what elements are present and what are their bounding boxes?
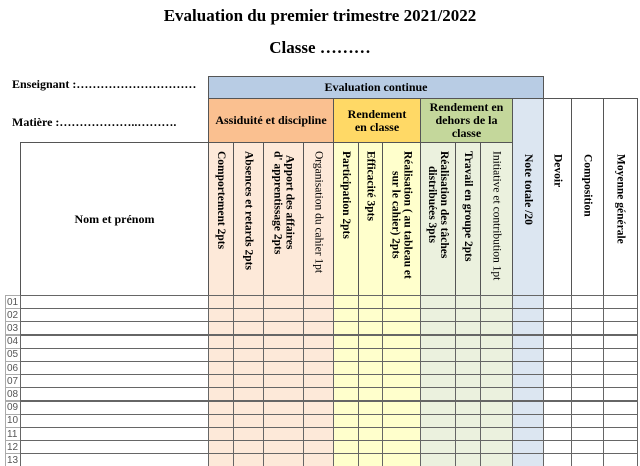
grade-cell[interactable]	[420, 308, 456, 322]
grade-cell[interactable]	[382, 453, 421, 466]
column-header-label: Absences et retards 2pts	[242, 151, 255, 270]
grade-cell[interactable]	[571, 414, 604, 428]
grade-cell[interactable]	[303, 401, 334, 415]
grade-cell[interactable]	[358, 308, 383, 322]
grade-cell[interactable]	[571, 440, 604, 454]
grade-cell[interactable]	[603, 427, 638, 441]
row-number: 11	[5, 427, 21, 441]
grade-cell[interactable]	[382, 348, 421, 362]
grade-cell[interactable]	[263, 401, 304, 415]
name-cell[interactable]	[20, 414, 209, 428]
column-header-label: Devoir	[551, 154, 564, 188]
grade-cell[interactable]	[420, 453, 456, 466]
name-cell[interactable]	[20, 361, 209, 375]
grade-cell[interactable]	[208, 453, 234, 466]
grade-cell[interactable]	[263, 387, 304, 401]
grade-cell[interactable]	[571, 308, 604, 322]
grade-cell[interactable]	[382, 414, 421, 428]
grade-cell[interactable]	[512, 335, 544, 349]
grade-cell[interactable]	[512, 427, 544, 441]
grade-cell[interactable]	[263, 348, 304, 362]
name-cell[interactable]	[20, 387, 209, 401]
column-header-label: Moyenne générale	[614, 154, 627, 244]
grade-cell[interactable]	[512, 361, 544, 375]
grade-cell[interactable]	[420, 335, 456, 349]
grade-cell[interactable]	[233, 335, 264, 349]
grade-cell[interactable]	[263, 308, 304, 322]
grade-cell[interactable]	[480, 414, 513, 428]
grade-cell[interactable]	[480, 308, 513, 322]
column-header-label: Organisation du cahier 1pt	[312, 151, 325, 274]
column-header-label: Comportement 2pts	[215, 151, 227, 250]
name-cell[interactable]	[20, 374, 209, 388]
grade-cell[interactable]	[603, 401, 638, 415]
grade-cell[interactable]	[333, 414, 359, 428]
page-title: Evaluation du premier trimestre 2021/2022	[163, 6, 477, 25]
grade-cell[interactable]	[455, 295, 481, 309]
column-header	[333, 142, 359, 296]
row-number: 01	[5, 295, 21, 309]
grade-cell[interactable]	[382, 361, 421, 375]
grade-cell[interactable]	[480, 387, 513, 401]
grade-cell[interactable]	[420, 401, 456, 415]
row-number: 02	[5, 308, 21, 322]
grade-cell[interactable]	[420, 440, 456, 454]
grade-cell[interactable]	[233, 321, 264, 335]
grade-cell[interactable]	[263, 321, 304, 335]
grade-cell[interactable]	[233, 414, 264, 428]
grade-cell[interactable]	[358, 427, 383, 441]
group-rendement-classe: Rendement en classe	[333, 98, 421, 143]
grade-cell[interactable]	[208, 308, 234, 322]
grade-cell[interactable]	[263, 361, 304, 375]
column-header	[455, 142, 481, 296]
column-header-label: Note totale /20	[522, 154, 534, 225]
grade-cell[interactable]	[512, 387, 544, 401]
grade-cell[interactable]	[333, 387, 359, 401]
grade-cell[interactable]	[571, 401, 604, 415]
grade-cell[interactable]	[603, 321, 638, 335]
grade-cell[interactable]	[208, 427, 234, 441]
grade-cell[interactable]	[543, 374, 572, 388]
grade-cell[interactable]	[233, 387, 264, 401]
grade-cell[interactable]	[263, 335, 304, 349]
column-header	[358, 142, 383, 296]
name-cell[interactable]	[20, 308, 209, 322]
grade-cell[interactable]	[208, 321, 234, 335]
grade-cell[interactable]	[233, 453, 264, 466]
grade-cell[interactable]	[303, 348, 334, 362]
column-header-label: Efficacité 3pts	[364, 151, 377, 221]
column-header	[420, 142, 456, 296]
grade-cell[interactable]	[480, 295, 513, 309]
grade-cell[interactable]	[480, 361, 513, 375]
row-number: 06	[5, 361, 21, 375]
grade-cell[interactable]	[571, 295, 604, 309]
grade-cell[interactable]	[512, 348, 544, 362]
name-cell[interactable]	[20, 348, 209, 362]
column-header-label: Réalisation des tâches distribuées 3pts	[426, 151, 450, 259]
grade-cell[interactable]	[571, 321, 604, 335]
grade-cell[interactable]	[455, 401, 481, 415]
grade-cell[interactable]	[512, 295, 544, 309]
column-header-label: Initiative et contribution 1pt	[490, 151, 503, 281]
grade-cell[interactable]	[512, 308, 544, 322]
row-number: 04	[5, 335, 21, 349]
grade-cell[interactable]	[455, 361, 481, 375]
grade-cell[interactable]	[358, 440, 383, 454]
grade-cell[interactable]	[571, 374, 604, 388]
grade-cell[interactable]	[358, 374, 383, 388]
grade-cell[interactable]	[382, 440, 421, 454]
grade-cell[interactable]	[263, 427, 304, 441]
grade-cell[interactable]	[233, 361, 264, 375]
grade-cell[interactable]	[333, 335, 359, 349]
grade-cell[interactable]	[512, 321, 544, 335]
grade-cell[interactable]	[543, 361, 572, 375]
grade-cell[interactable]	[263, 414, 304, 428]
grade-cell[interactable]	[333, 361, 359, 375]
grade-cell[interactable]	[420, 321, 456, 335]
row-number: 08	[5, 387, 21, 401]
column-header-label: Réalisation ( au tableau et sur le cahier) 2pts	[389, 151, 414, 279]
grade-cell[interactable]	[303, 453, 334, 466]
row-number: 05	[5, 348, 21, 362]
grade-cell[interactable]	[603, 387, 638, 401]
grade-cell[interactable]	[333, 308, 359, 322]
column-header	[233, 142, 264, 296]
grade-cell[interactable]	[382, 321, 421, 335]
continuous-evaluation-header: Evaluation continue	[208, 76, 544, 99]
grade-cell[interactable]	[358, 387, 383, 401]
grade-cell[interactable]	[420, 295, 456, 309]
grade-cell[interactable]	[303, 387, 334, 401]
grade-cell[interactable]	[263, 440, 304, 454]
grade-cell[interactable]	[333, 348, 359, 362]
grade-cell[interactable]	[455, 308, 481, 322]
name-cell[interactable]	[20, 453, 209, 466]
grade-cell[interactable]	[358, 335, 383, 349]
grade-cell[interactable]	[303, 427, 334, 441]
grade-cell[interactable]	[603, 308, 638, 322]
row-number: 12	[5, 440, 21, 454]
name-column-header: Nom et prénom	[20, 142, 209, 296]
grade-cell[interactable]	[358, 401, 383, 415]
grade-cell[interactable]	[455, 453, 481, 466]
grade-cell[interactable]	[603, 414, 638, 428]
grade-cell[interactable]	[233, 427, 264, 441]
grade-cell[interactable]	[543, 453, 572, 466]
grade-cell[interactable]	[382, 427, 421, 441]
column-header-label: Travail en groupe 2pts	[462, 151, 474, 262]
grade-cell[interactable]	[455, 427, 481, 441]
grade-cell[interactable]	[303, 295, 334, 309]
grade-cell[interactable]	[382, 387, 421, 401]
grade-cell[interactable]	[333, 295, 359, 309]
grade-cell[interactable]	[543, 295, 572, 309]
grade-cell[interactable]	[233, 348, 264, 362]
grade-cell[interactable]	[358, 321, 383, 335]
grade-cell[interactable]	[543, 440, 572, 454]
row-number: 07	[5, 374, 21, 388]
grade-cell[interactable]	[543, 414, 572, 428]
grade-cell[interactable]	[263, 374, 304, 388]
grade-cell[interactable]	[571, 453, 604, 466]
row-number: 03	[5, 321, 21, 335]
name-cell[interactable]	[20, 295, 209, 309]
grade-cell[interactable]	[358, 348, 383, 362]
grade-cell[interactable]	[208, 374, 234, 388]
column-header-label: Participation 2pts	[340, 151, 352, 239]
grade-cell[interactable]	[480, 374, 513, 388]
grade-cell[interactable]	[603, 335, 638, 349]
grade-cell[interactable]	[208, 335, 234, 349]
name-cell[interactable]	[20, 335, 209, 349]
grade-cell[interactable]	[571, 348, 604, 362]
grade-cell[interactable]	[333, 427, 359, 441]
grade-cell[interactable]	[543, 427, 572, 441]
grade-cell[interactable]	[480, 335, 513, 349]
grade-cell[interactable]	[233, 401, 264, 415]
grade-cell[interactable]	[543, 401, 572, 415]
row-number: 09	[5, 401, 21, 415]
grade-cell[interactable]	[455, 414, 481, 428]
grade-cell[interactable]	[571, 335, 604, 349]
grade-cell[interactable]	[303, 374, 334, 388]
grade-cell[interactable]	[208, 295, 234, 309]
grade-cell[interactable]	[455, 374, 481, 388]
subject-field[interactable]: Matière :………………..……….	[12, 115, 177, 129]
grade-cell[interactable]	[382, 335, 421, 349]
grade-cell[interactable]	[208, 348, 234, 362]
column-header	[571, 98, 604, 296]
grade-cell[interactable]	[208, 387, 234, 401]
teacher-field[interactable]: Enseignant :…………………………	[12, 77, 197, 91]
grade-cell[interactable]	[333, 321, 359, 335]
grade-cell[interactable]	[358, 295, 383, 309]
column-header	[263, 142, 304, 296]
grade-cell[interactable]	[358, 361, 383, 375]
grade-cell[interactable]	[382, 295, 421, 309]
column-header	[382, 142, 421, 296]
grade-cell[interactable]	[480, 401, 513, 415]
grade-cell[interactable]	[420, 427, 456, 441]
row-number: 10	[5, 414, 21, 428]
grade-cell[interactable]	[303, 440, 334, 454]
grade-cell[interactable]	[382, 308, 421, 322]
column-header	[543, 98, 572, 296]
grade-cell[interactable]	[512, 374, 544, 388]
grade-cell[interactable]	[208, 440, 234, 454]
grade-cell[interactable]	[420, 414, 456, 428]
grade-cell[interactable]	[603, 361, 638, 375]
grade-cell[interactable]	[571, 427, 604, 441]
grade-cell[interactable]	[333, 374, 359, 388]
grade-cell[interactable]	[208, 401, 234, 415]
grade-cell[interactable]	[208, 361, 234, 375]
column-header	[208, 142, 234, 296]
name-cell[interactable]	[20, 427, 209, 441]
grade-cell[interactable]	[480, 427, 513, 441]
grade-cell[interactable]	[420, 348, 456, 362]
grade-cell[interactable]	[603, 295, 638, 309]
grade-cell[interactable]	[603, 348, 638, 362]
grade-cell[interactable]	[382, 374, 421, 388]
grade-cell[interactable]	[233, 308, 264, 322]
grade-cell[interactable]	[233, 440, 264, 454]
grade-cell[interactable]	[603, 453, 638, 466]
column-header	[480, 142, 513, 296]
grade-cell[interactable]	[333, 440, 359, 454]
grade-cell[interactable]	[480, 453, 513, 466]
grade-cell[interactable]	[420, 387, 456, 401]
grade-cell[interactable]	[233, 374, 264, 388]
grade-cell[interactable]	[571, 387, 604, 401]
group-assiduite: Assiduité et discipline	[208, 98, 334, 143]
grade-cell[interactable]	[543, 348, 572, 362]
grade-cell[interactable]	[455, 348, 481, 362]
grade-cell[interactable]	[420, 374, 456, 388]
grade-cell[interactable]	[303, 335, 334, 349]
grade-cell[interactable]	[263, 453, 304, 466]
grade-cell[interactable]	[455, 321, 481, 335]
column-header	[603, 98, 638, 296]
class-label: Classe ………	[269, 38, 371, 57]
grade-cell[interactable]	[333, 401, 359, 415]
row-number: 13	[5, 453, 21, 466]
grade-cell[interactable]	[208, 414, 234, 428]
grade-cell[interactable]	[480, 348, 513, 362]
column-header	[303, 142, 334, 296]
name-cell[interactable]	[20, 321, 209, 335]
grade-cell[interactable]	[303, 321, 334, 335]
grade-cell[interactable]	[382, 401, 421, 415]
column-header-label: Composition	[581, 154, 594, 217]
grade-cell[interactable]	[303, 308, 334, 322]
grade-cell[interactable]	[512, 401, 544, 415]
grade-cell[interactable]	[358, 453, 383, 466]
grade-cell[interactable]	[455, 387, 481, 401]
name-cell[interactable]	[20, 401, 209, 415]
grade-cell[interactable]	[512, 453, 544, 466]
grade-cell[interactable]	[455, 335, 481, 349]
grade-cell[interactable]	[333, 453, 359, 466]
grade-cell[interactable]	[571, 361, 604, 375]
grade-cell[interactable]	[303, 414, 334, 428]
grade-cell[interactable]	[263, 295, 304, 309]
grade-cell[interactable]	[512, 414, 544, 428]
grade-cell[interactable]	[455, 440, 481, 454]
grade-cell[interactable]	[480, 321, 513, 335]
grade-cell[interactable]	[512, 440, 544, 454]
column-header-label: Apport des affaires d' apprentissage 2pts	[271, 151, 296, 255]
group-rendement-dehors: Rendement en dehors de la classe	[420, 98, 513, 143]
grade-cell[interactable]	[543, 321, 572, 335]
grade-cell[interactable]	[480, 440, 513, 454]
grade-cell[interactable]	[543, 308, 572, 322]
grade-cell[interactable]	[603, 374, 638, 388]
column-header	[512, 98, 544, 296]
grade-cell[interactable]	[358, 414, 383, 428]
grade-cell[interactable]	[303, 361, 334, 375]
grade-cell[interactable]	[543, 387, 572, 401]
grade-cell[interactable]	[603, 440, 638, 454]
grade-cell[interactable]	[420, 361, 456, 375]
name-cell[interactable]	[20, 440, 209, 454]
grade-cell[interactable]	[233, 295, 264, 309]
grade-cell[interactable]	[543, 335, 572, 349]
